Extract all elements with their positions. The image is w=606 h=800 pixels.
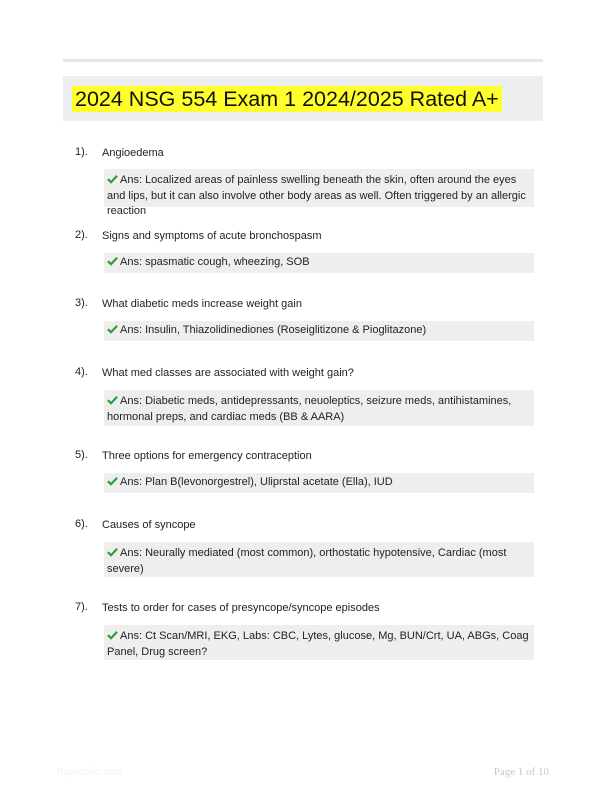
question-number: 1).	[75, 146, 88, 158]
question-text: Angioedema	[102, 147, 164, 159]
question-row	[75, 365, 535, 381]
question-number: 6).	[75, 518, 88, 530]
answer-box	[104, 169, 534, 217]
check-mark-icon	[107, 324, 118, 334]
question-row	[75, 517, 535, 533]
top-divider	[63, 59, 543, 62]
question-text: Signs and symptoms of acute bronchospasm	[102, 230, 322, 242]
question-row	[75, 145, 535, 161]
answer-text: Ans: Diabetic meds, antidepressants, neuoleptics, seizure meds, antihistamines, hormonal preps, and cardiac meds (BB & AARA)	[107, 395, 512, 423]
question-text: Three options for emergency contraception	[102, 450, 312, 462]
question-item-4	[75, 365, 535, 423]
check-mark-icon	[107, 174, 118, 184]
answer-box	[104, 473, 534, 493]
question-item-1	[75, 145, 535, 217]
answer-box	[104, 390, 534, 426]
question-number: 3).	[75, 297, 88, 309]
question-item-5	[75, 448, 535, 488]
question-row	[75, 600, 535, 616]
question-row	[75, 296, 535, 312]
question-text: Causes of syncope	[102, 519, 196, 531]
question-row	[75, 448, 535, 464]
question-number: 5).	[75, 449, 88, 461]
question-row	[75, 228, 535, 244]
answer-box	[104, 253, 534, 273]
question-text: Tests to order for cases of presyncope/syncope episodes	[102, 602, 380, 614]
answer-box	[104, 625, 534, 660]
answer-box	[104, 542, 534, 577]
page-title: 2024 NSG 554 Exam 1 2024/2025 Rated A+	[72, 86, 502, 112]
answer-text: Ans: Insulin, Thiazolidinediones (Roseiglitizone & Pioglitazone)	[120, 324, 427, 336]
question-item-2	[75, 228, 535, 268]
question-number: 7).	[75, 601, 88, 613]
question-item-7	[75, 600, 535, 658]
answer-text: Ans: Ct Scan/MRI, EKG, Labs: CBC, Lytes, glucose, Mg, BUN/Crt, UA, ABGs, Coag Panel, Drug screen?	[107, 630, 529, 658]
question-number: 2).	[75, 229, 88, 241]
check-mark-icon	[107, 630, 118, 640]
check-mark-icon	[107, 547, 118, 557]
answer-text: Ans: Neurally mediated (most common), orthostatic hypotensive, Cardiac (most severe)	[107, 547, 507, 575]
question-number: 4).	[75, 366, 88, 378]
answer-text: Ans: Localized areas of painless swelling beneath the skin, often around the eyes and lips, but it can also involve other body areas as well. Often triggered by an allergic reaction	[107, 174, 526, 217]
answer-text: Ans: spasmatic cough, wheezing, SOB	[120, 256, 310, 268]
page-indicator: Page 1 of 10	[493, 766, 549, 778]
title-banner	[63, 76, 543, 121]
check-mark-icon	[107, 256, 118, 266]
question-text: What diabetic meds increase weight gain	[102, 298, 302, 310]
answer-box	[104, 321, 534, 341]
question-item-3	[75, 296, 535, 336]
question-item-6	[75, 517, 535, 575]
question-text: What med classes are associated with weight gain?	[102, 367, 354, 379]
check-mark-icon	[107, 476, 118, 486]
check-mark-icon	[107, 395, 118, 405]
answer-text: Ans: Plan B(levonorgestrel), Uliprstal acetate (Ella), IUD	[120, 476, 393, 488]
watermark-text: Paperbliic.com	[57, 767, 123, 778]
